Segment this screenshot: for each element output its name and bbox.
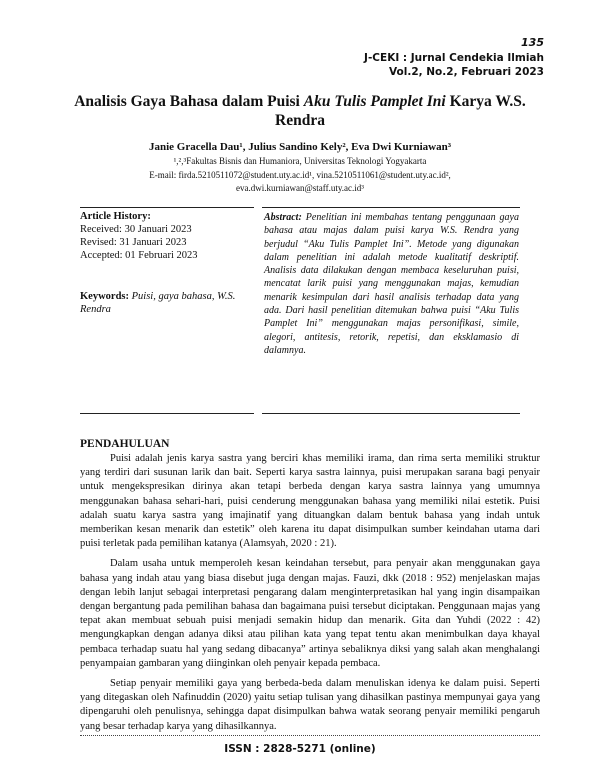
keywords — [80, 290, 240, 316]
email-line-2: eva.dwi.kurniawan@staff.uty.ac.id³ — [236, 183, 364, 193]
volume-issue: Vol.2, No.2, Februari 2023 — [388, 66, 544, 78]
keywords-value: Puisi, gaya bahasa, W.S. Rendra — [80, 291, 236, 315]
journal-name: J-CEKI : Jurnal Cendekia Ilmiah — [364, 52, 544, 64]
issn: ISSN : 2828-5271 (online) — [224, 743, 376, 755]
top-rule-right — [262, 207, 520, 208]
authors: Janie Gracella Dau¹, Julius Sandino Kely², Eva Dwi Kurniawan³ — [148, 141, 452, 153]
body-text — [80, 452, 540, 734]
title-italic: Aku Tulis Pamplet Ini — [303, 93, 446, 110]
title-part2: Karya W.S. Rendra — [275, 93, 526, 129]
top-rule-left — [80, 207, 254, 208]
bottom-rule-left — [80, 413, 254, 414]
revised-date: Revised: 31 Januari 2023 — [80, 237, 187, 248]
paragraph: Dalam usaha untuk memperoleh kesan keindahan tersebut, para penyair akan menggunakan gaya bahasa yang indah atau yang biasa disebut juga dengan majas. Fauzi, dkk (2018 : 952) menjelaskan majas dengan lebih lanjut sebagai interpretasi pengarang dalam menginterpretasikan hal yang ingin disampaikan dengan bergantung pada pemilihan bahasa dan bagaimana puisi tersebut diciptakan. Penggunaan majas yang tepat akan membuat sebuah puisi menjadi semakin hidup dan menarik. Gita dan Yuhdi (2022 : 42) mengungkapkan dengan adanya diksi atau pilihan kata yang tepat tentu akan menimbulkan daya khayal pembaca terhadap suatu hal yang sedang dibacanya” artinya sebaliknya diksi yang salah akan menghalangi penyampaian gambaran yang diinginkan oleh penyair kepada pembaca. — [80, 558, 540, 669]
article-history — [80, 210, 250, 262]
title-part1: Analisis Gaya Bahasa dalam Puisi — [74, 93, 304, 110]
footer-divider — [80, 735, 540, 736]
page-number: 135 — [521, 36, 544, 49]
article-history-label: Article History: — [80, 211, 151, 222]
abstract — [264, 211, 519, 357]
section-heading: PENDAHULUAN — [80, 438, 170, 450]
email-line-1: E-mail: firda.5210511072@student.uty.ac.id¹, vina.5210511061@student.uty.ac.id², — [149, 170, 451, 180]
paper-title — [70, 92, 530, 130]
affiliation: ¹,²,³Fakultas Bisnis dan Humaniora, Universitas Teknologi Yogyakarta — [173, 156, 427, 166]
paragraph: Puisi adalah jenis karya sastra yang berciri khas memiliki irama, dan rima serta memiliki struktur yang terdiri dari susunan larik dan bait. Seperti karya sastra lainnya, puisi merupakan sarana bagi penyair untuk mengekspresikan dirinya akan tetapi berbeda dengan karya sastra lainnya yang umumnya menggunakan bahasa sehari-hari, puisi cenderung menggunakan bahasa yang memiliki nilai estetik. Puisi adalah suatu karya sastra yang imajinatif yang dituangkan dalam bentuk bahasa yang indah untuk memberikan kesan menarik dan estetik” oleh karena itu dapat disimpulkan sumber keindahan utama dari puisi terletak pada pemilihan katanya (Alamsyah, 2020 : 21). — [80, 453, 540, 550]
abstract-text: Penelitian ini membahas tentang penggunaan gaya bahasa atau majas dalam puisi karya W.S. Rendra yang berjudul “Aku Tulis Pamplet Ini”. Metode yang digunakan dalam penelitian ini adalah metode kualitatif deskriptif. Analisis data dilakukan dengan membaca keseluruhan puisi, mencatat larik puisi yang menggunakan majas, kemudian menarik kesimpulan dari hasil analisis terhadap data yang ada. Dari hasil penelitian ditemukan bahwa puisi “Aku Tulis Pamplet Ini” menggunakan majas personifikasi, simile, alegori, antitesis, retorik, repetisi, dan eksklamasio di dalamnya. — [264, 212, 519, 356]
abstract-label: Abstract: — [264, 212, 302, 223]
accepted-date: Accepted: 01 Februari 2023 — [80, 250, 198, 261]
bottom-rule-right — [262, 413, 520, 414]
received-date: Received: 30 Januari 2023 — [80, 224, 192, 235]
keywords-label: Keywords: — [80, 291, 129, 302]
paragraph: Setiap penyair memiliki gaya yang berbeda-beda dalam menuliskan idenya ke dalam puisi. Seperti yang ditegaskan oleh Nafinuddin (2020) yaitu setiap tulisan yang dihasilkan pastinya mempunyai gaya yang dipengaruhi oleh penulisnya, sehingga dapat disimpulkan bahwa watak seorang penyair memiliki pengaruh yang besar terhadap karya yang dihasilkannya. — [80, 678, 540, 732]
